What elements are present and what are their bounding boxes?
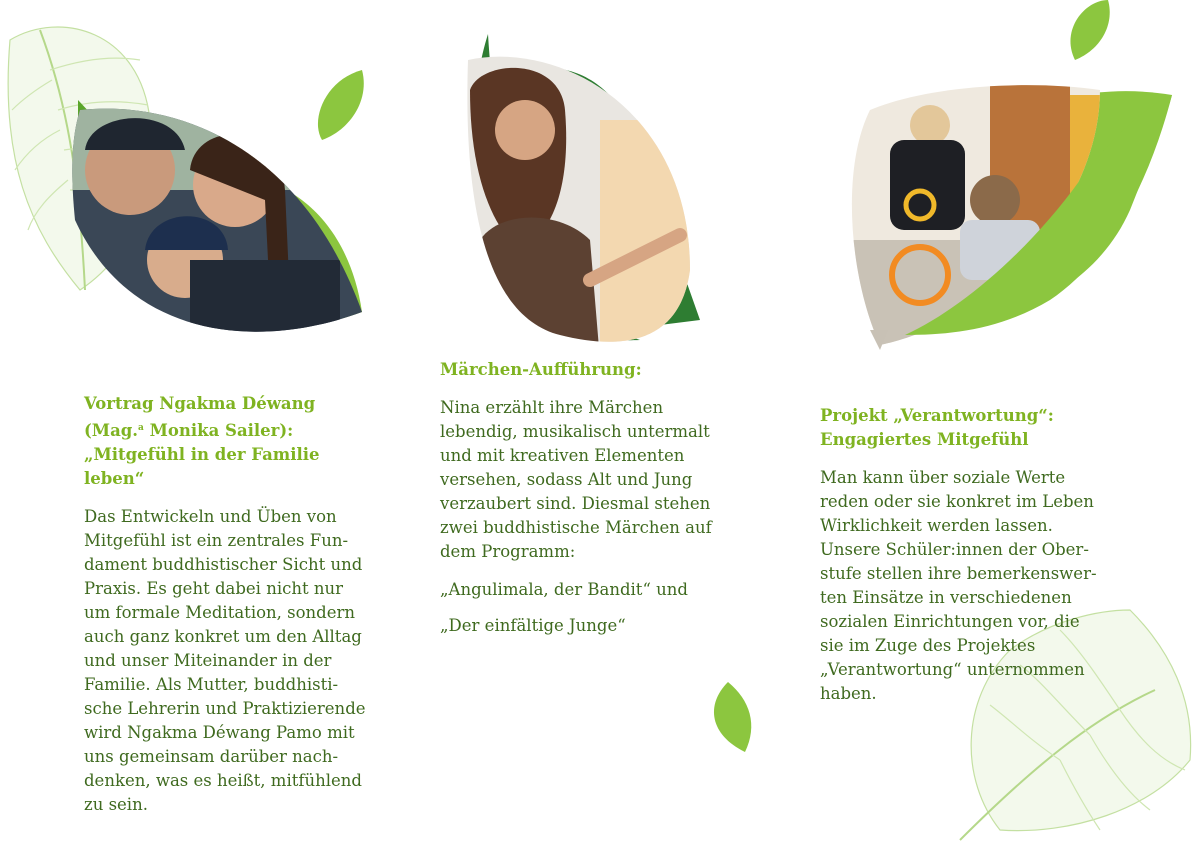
project-body-line: „Verantwortung“ unternommen [820, 660, 1085, 679]
fairy-tale-body-line: versehen, sodass Alt und Jung [440, 470, 693, 489]
project-body-line: Man kann über soziale Werte [820, 468, 1066, 487]
project-body-line: Unsere Schüler:innen der Ober- [820, 540, 1089, 559]
fairy-tale-body-line: und mit kreativen Elementen [440, 446, 685, 465]
lecture-heading-sup: a [138, 423, 144, 433]
lecture-body [84, 505, 384, 817]
fairy-tale-heading: Märchen-Aufführung: [440, 360, 642, 379]
fairy-tale-title-1: „Angulimala, der Bandit“ und [440, 580, 688, 599]
lecture-body-line: Praxis. Es geht dabei nicht nur [84, 579, 343, 598]
lecture-heading-line3: „Mitgefühl in der Familie leben“ [84, 445, 320, 488]
lecture-heading-line1: Vortrag Ngakma Déwang [84, 394, 316, 413]
lecture-heading-line2-before: (Mag. [84, 421, 139, 440]
lecture-body-line: um formale Meditation, sondern [84, 603, 356, 622]
column-fairy-tale-performance [440, 358, 740, 638]
fairy-tale-body-line: dem Programm: [440, 542, 576, 561]
lecture-body-line: Mitgefühl ist ein zentrales Fun- [84, 531, 349, 550]
project-heading [820, 404, 1120, 452]
fairy-tale-body-line: lebendig, musikalisch untermalt [440, 422, 710, 441]
project-heading-line2: Engagiertes Mitgefühl [820, 430, 1029, 449]
fairy-tale-body [440, 396, 740, 564]
project-body [820, 466, 1120, 706]
column-family-lecture [84, 392, 384, 817]
lecture-body-line: sche Lehrerin und Praktizierende [84, 699, 366, 718]
lecture-heading [84, 392, 384, 491]
project-body-line: reden oder sie konkret im Leben [820, 492, 1094, 511]
project-heading-line1: Projekt „Verantwortung“: [820, 406, 1054, 425]
lecture-body-line: zu sein. [84, 795, 148, 814]
column-responsibility-project [820, 404, 1120, 706]
fairy-tale-body-line: Nina erzählt ihre Märchen [440, 398, 664, 417]
lecture-body-line: uns gemeinsam darüber nach- [84, 747, 339, 766]
lecture-body-line: auch ganz konkret um den Alltag [84, 627, 362, 646]
project-body-line: Wirklichkeit werden lassen. [820, 516, 1053, 535]
project-body-line: sie im Zuge des Projektes [820, 636, 1036, 655]
fairy-tale-title-2: „Der einfältige Junge“ [440, 616, 626, 635]
lecture-body-line: Familie. Als Mutter, buddhisti- [84, 675, 339, 694]
project-body-line: haben. [820, 684, 877, 703]
fairy-tale-body-line: verzaubert sind. Diesmal stehen [440, 494, 711, 513]
lecture-heading-line2-after: Monika Sailer): [143, 421, 294, 440]
photo-storyteller-portrait [460, 40, 700, 360]
project-body-line: sozialen Einrichtungen vor, die [820, 612, 1080, 631]
leaf-accent-top-left [318, 70, 364, 140]
fairy-tale-body-line: zwei buddhistische Märchen auf [440, 518, 712, 537]
leaf-accent-middle-bottom [714, 682, 751, 752]
lecture-body-line: Das Entwickeln und Üben von [84, 507, 337, 526]
project-body-line: ten Einsätze in verschiedenen [820, 588, 1072, 607]
lecture-body-line: dament buddhistischer Sicht und [84, 555, 363, 574]
project-body-line: stufe stellen ihre bemerkenswer- [820, 564, 1097, 583]
lecture-body-line: und unser Miteinander in der [84, 651, 332, 670]
lecture-body-line: denken, was es heißt, mitfühlend [84, 771, 362, 790]
leaf-accent-top-right [1070, 0, 1109, 60]
lecture-body-line: wird Ngakma Déwang Pamo mit [84, 723, 355, 742]
